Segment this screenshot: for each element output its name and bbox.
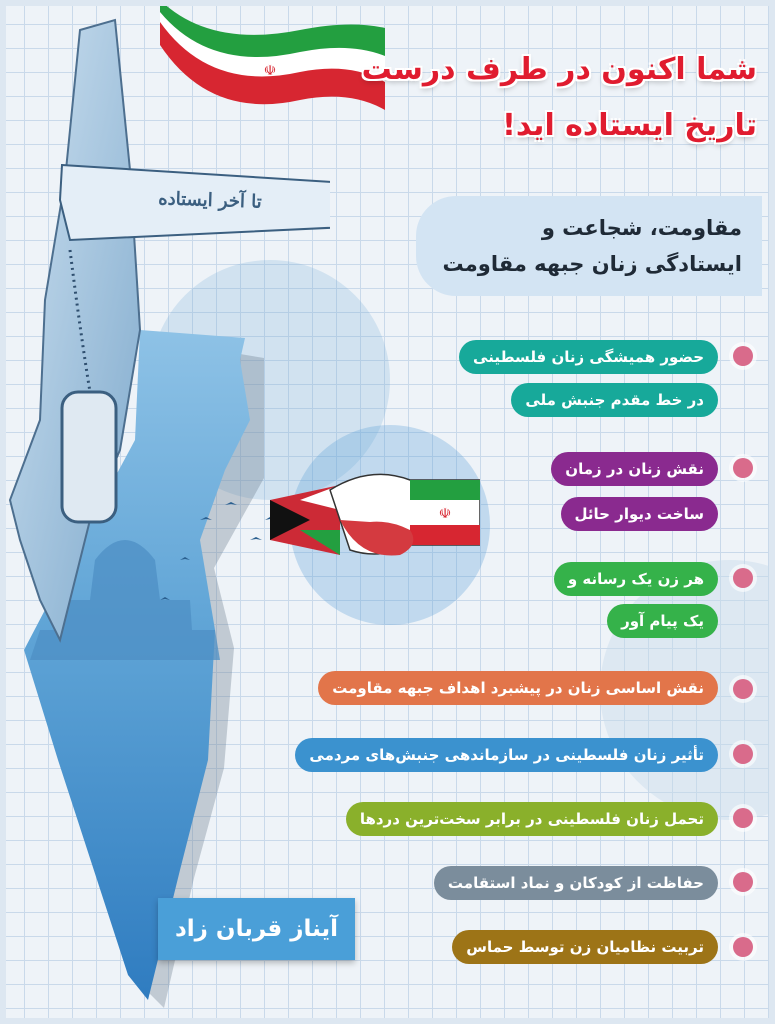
point-pill: یک پیام آور: [607, 604, 718, 638]
headline-line-2: تاریخ ایستاده اید!: [502, 108, 757, 143]
bullet-dot: [733, 937, 753, 957]
bullet-dot: [733, 872, 753, 892]
bullet-dot: [733, 744, 753, 764]
banner-text: تا آخر ایستاده: [157, 188, 263, 213]
point-pill: تربیت نظامیان زن توسط حماس: [452, 930, 718, 964]
author-name-badge: آیناز قربان زاد: [158, 898, 355, 960]
point-pill: هر زن یک رسانه و: [554, 562, 718, 596]
point-pill: تأثیر زنان فلسطینی در سازماندهی جنبش‌های مردمی: [295, 738, 718, 772]
point-pill: تحمل زنان فلسطینی در برابر سخت‌ترین دردها: [346, 802, 718, 836]
headline-line-1: شما اکنون در طرف درست: [361, 52, 757, 87]
svg-text:☫: ☫: [438, 506, 452, 522]
point-pill: نقش زنان در زمان: [551, 452, 718, 486]
bullet-dot: [733, 808, 753, 828]
bullet-dot: [733, 458, 753, 478]
subtitle-line-2: ایستادگی زنان جبهه مقاومت: [442, 252, 742, 276]
subtitle-box: [416, 196, 762, 296]
point-pill: ساخت دیوار حائل: [561, 497, 719, 531]
point-pill: حضور همیشگی زنان فلسطینی: [459, 340, 718, 374]
bullet-dot: [733, 346, 753, 366]
point-pill: حفاظت از کودکان و نماد استقامت: [434, 866, 718, 900]
subtitle-line-1: مقاومت، شجاعت و: [541, 216, 742, 240]
svg-text:☫: ☫: [263, 63, 277, 79]
bullet-dot: [733, 679, 753, 699]
bullet-dot: [733, 568, 753, 588]
point-pill: نقش اساسی زنان در پیشبرد اهداف جبهه مقاومت: [318, 671, 718, 705]
point-pill: در خط مقدم جنبش ملی: [511, 383, 718, 417]
headline: [357, 42, 757, 154]
handshake-illustration: [270, 460, 480, 570]
